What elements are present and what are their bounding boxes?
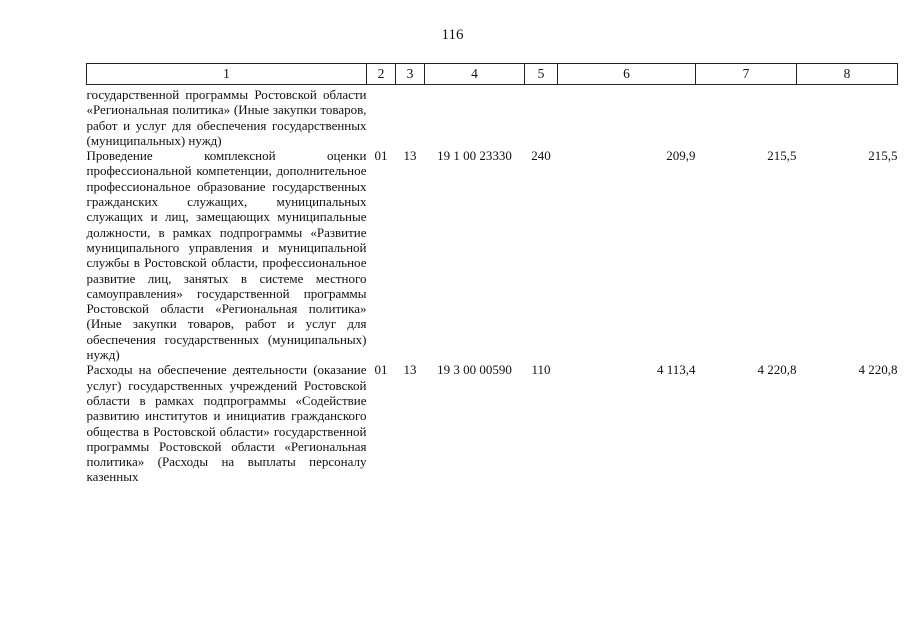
column-header: 6	[558, 64, 696, 85]
cell-amount-col7	[696, 85, 797, 149]
cell-section: 01	[374, 362, 388, 378]
column-header: 2	[367, 64, 396, 85]
cell-expense-type: 110	[531, 362, 551, 378]
table-row	[87, 148, 898, 362]
table-row	[87, 362, 898, 484]
cell-section: 01	[374, 148, 388, 164]
cell-amount-col7: 215,5	[767, 148, 797, 164]
column-header: 7	[696, 64, 797, 85]
cell-subsection	[396, 85, 425, 149]
row-description: Расходы на обеспечение деятельности (оказание услуг) государственных учреждений Ростовской области в рамках подпрограммы «Содействие развитию институтов и инициатив гражданского общества в Ростовской области» государственной программы Ростовской области «Региональная политика» (Расходы на выплаты персоналу казенных	[86, 362, 367, 485]
column-header: 1	[87, 64, 367, 85]
cell-amount-col8: 4 220,8	[858, 362, 898, 378]
cell-target-article: 19 3 00 00590	[437, 362, 512, 378]
cell-amount-col6	[558, 85, 696, 149]
cell-subsection: 13	[403, 148, 417, 164]
cell-amount-col8: 215,5	[868, 148, 898, 164]
cell-section	[367, 85, 396, 149]
cell-amount-col8	[797, 85, 898, 149]
cell-target-article	[425, 85, 525, 149]
cell-amount-col6: 4 113,4	[656, 362, 696, 378]
cell-expense-type: 240	[531, 148, 551, 164]
cell-amount-col7: 4 220,8	[757, 362, 797, 378]
column-header: 4	[425, 64, 525, 85]
header-row	[87, 64, 898, 85]
column-header: 5	[525, 64, 558, 85]
cell-amount-col6: 209,9	[666, 148, 696, 164]
row-description: Проведение комплексной оценки профессиональной компетенции, дополнительное профессиональное образование государственных гражданских служащих, муниципальных служащих и лиц, замещающих муниципальные должности, в рамках подпрограммы «Развитие муниципального управления и муниципальной службы в Ростовской области, профессиональное развитие лиц, занятых в системе местного самоуправления» государственной программы Ростовской области «Региональная политика» (Иные закупки товаров, работ и услуг для обеспечения государственных (муниципальных) нужд)	[86, 148, 367, 363]
page-number: 116	[441, 27, 464, 43]
cell-expense-type	[525, 85, 558, 149]
cell-subsection: 13	[403, 362, 417, 378]
table-row	[87, 85, 898, 149]
budget-table	[86, 63, 898, 485]
row-description: государственной программы Ростовской области «Региональная политика» (Иные закупки товаров, работ и услуг для обеспечения государственных (муниципальных) нужд)	[86, 87, 367, 148]
column-header: 8	[797, 64, 898, 85]
column-header: 3	[396, 64, 425, 85]
cell-target-article: 19 1 00 23330	[437, 148, 512, 164]
